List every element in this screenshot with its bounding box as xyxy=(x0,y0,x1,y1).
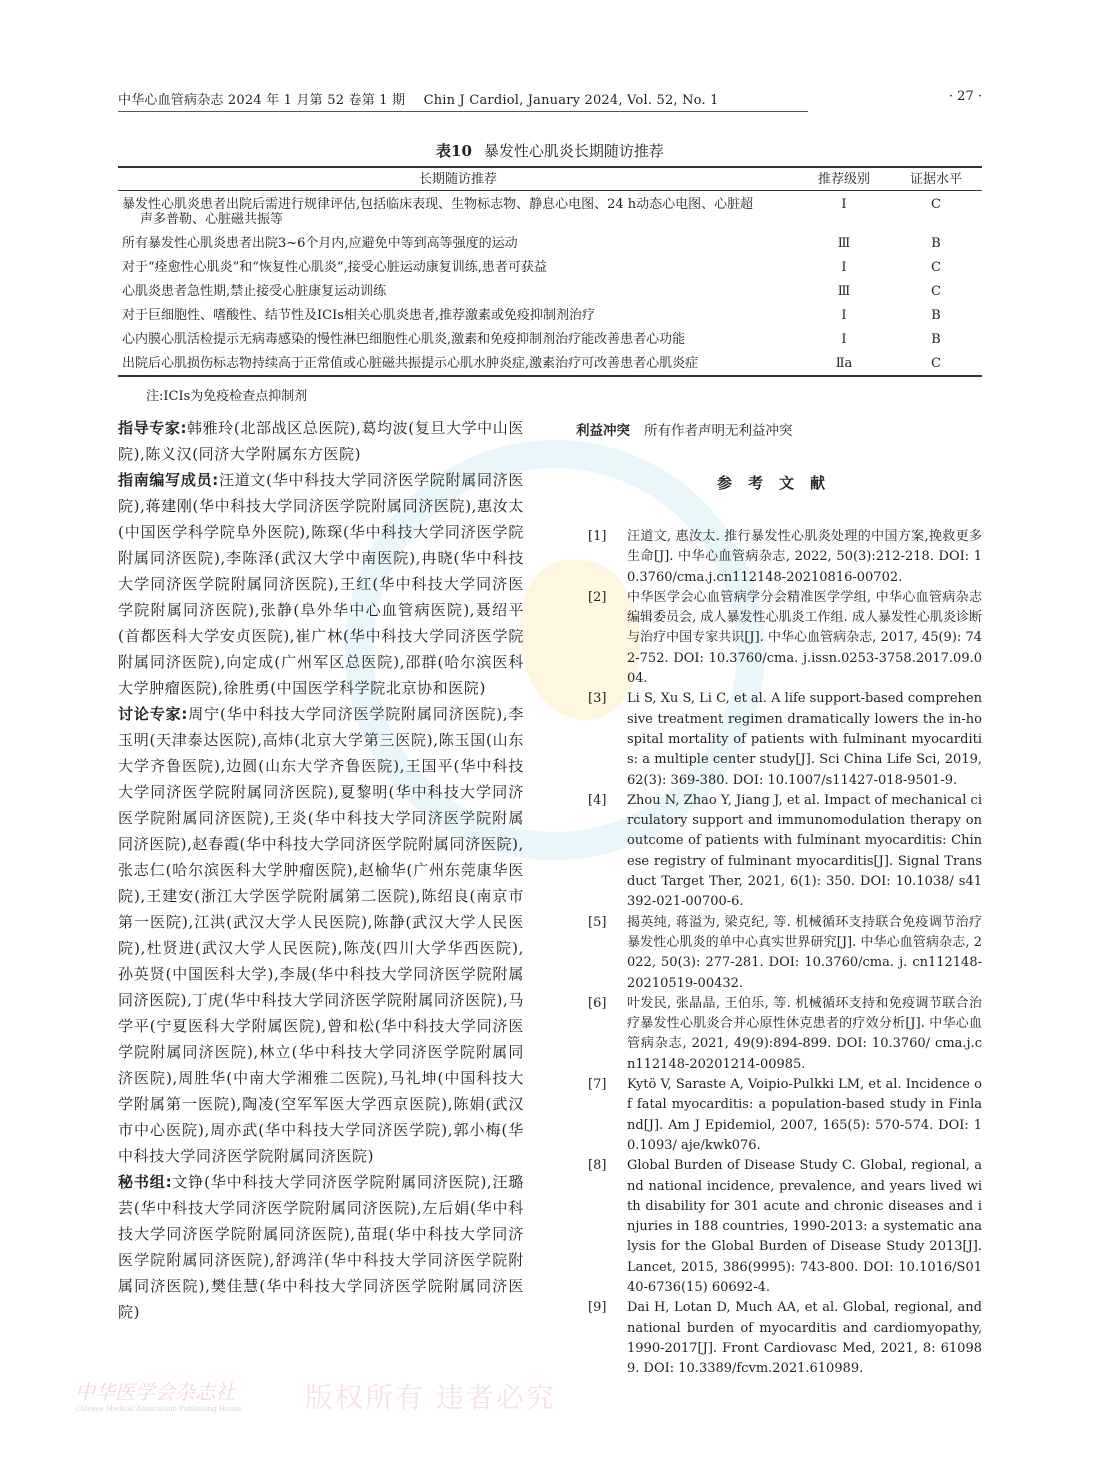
running-header xyxy=(118,89,808,112)
evidence-cell: B xyxy=(931,332,941,347)
journal-name-en: Chin J Cardiol, January 2024, Vol. 52, No. 1 xyxy=(423,93,719,108)
recommendation-cell: 暴发性心肌炎患者出院后需进行规律评估,包括临床表现、生物标志物、静息心电图、24 h动态心电图、心脏超 声多普勒、心脏磁共振等 xyxy=(122,197,754,227)
publisher-logo: 中华医学会杂志社 Chinese Medical Association Publishing House xyxy=(75,1380,242,1413)
group-label: 秘书组: xyxy=(118,1173,173,1191)
contributor-group xyxy=(118,467,524,701)
grade-cell: Ⅲ xyxy=(837,284,851,299)
recommendation-table xyxy=(118,166,982,377)
recommendation-cell: 对于巨细胞性、嗜酸性、结节性及ICIs相关心肌炎患者,推荐激素或免疫抑制剂治疗 xyxy=(122,308,596,323)
reference-text: Kytö V, Saraste A, Voipio-Pulkki LM, et al. Incidence of fatal myocarditis: a population-based study in Finland[J]. Am J Epidemiol, 2007, 165(5): 570-574. DOI: 10.1093/ aje/kwk076. xyxy=(627,1077,982,1153)
reference-text: 揭英纯, 蒋溢为, 梁克纪, 等. 机械循环支持联合免疫调节治疗暴发性心肌炎的单中心真实世界研究[J]. 中华心血管病杂志, 2022, 50(3): 277-281. DOI: 10.3760/cma. j. cn112148-20210519-00432. xyxy=(627,914,982,991)
recommendation-cell: 所有暴发性心肌炎患者出院3~6个月内,应避免中等到高等强度的运动 xyxy=(122,236,518,251)
group-label: 指南编写成员: xyxy=(118,471,219,489)
reference-text: Zhou N, Zhao Y, Jiang J, et al. Impact of mechanical circulatory support and immunomodulation therapy on outcome of patients with fulminant myocarditis: Chinese registry of fulminant myocarditis[J]. Signal Transduct Target Ther, 2021, 6(1): 350. DOI: 10.1038/ s41392-021-00700-6. xyxy=(627,792,982,910)
table-row xyxy=(118,255,982,279)
conflict-of-interest xyxy=(576,419,793,439)
copyright-watermark: 版权所有 违者必究 xyxy=(305,1381,556,1414)
reference-number: [8] xyxy=(588,1158,607,1174)
group-members: 周宁(华中科技大学同济医学院附属同济医院),李玉明(天津泰达医院),高炜(北京大学第三医院),陈玉国(山东大学齐鲁医院),边圆(山东大学齐鲁医院),王国平(华中科技大学同济医学院附属同济医院),夏黎明(华中科技大学同济医学院附属同济医院),王炎(华中科技大学同济医学院附属同济医院),赵春霞(华中科技大学同济医学院附属同济医院),张志仁(哈尔滨医科大学肿瘤医院),赵榆华(广州东莞康华医院),王建安(浙江大学医学院附属第二医院),陈绍良(南京市第一医院),江洪(武汉大学人民医院),陈静(武汉大学人民医院),杜贤进(武汉大学人民医院),陈茂(四川大学华西医院),孙英贤(中国医科大学),李晟(华中科技大学同济医学院附属同济医院),丁虎(华中科技大学同济医学院附属同济医院),马学平(宁夏医科大学附属医院),曾和松(华中科技大学同济医学院附属同济医院),林立(华中科技大学同济医学院附属同济医院),周胜华(中南大学湘雅二医院),马礼坤(中国科技大学附属第一医院),陶凌(空军军医大学西京医院),陈娟(武汉市中心医院),周亦武(华中科技大学同济医学院),郭小梅(华中科技大学同济医学院附属同济医院) xyxy=(118,705,525,1165)
table-row xyxy=(118,191,982,232)
group-label: 指导专家: xyxy=(118,419,188,437)
contributor-group xyxy=(118,1169,524,1325)
reference-number: [3] xyxy=(588,691,607,707)
evidence-cell: C xyxy=(931,260,941,275)
table-label: 表10 xyxy=(436,142,472,160)
reference-text: 叶发民, 张晶晶, 王伯乐, 等. 机械循环支持和免疫调节联合治疗暴发性心肌炎合并心原性休克患者的疗效分析[J]. 中华心血管病杂志, 2021, 49(9):894-899. DOI: 10.3760/ cma.j.cn112148-20201214-00985. xyxy=(627,995,982,1072)
group-members: 韩雅玲(北部战区总医院),葛均波(复旦大学中山医院),陈义汉(同济大学附属东方医院) xyxy=(118,419,524,463)
reference-item xyxy=(588,1156,982,1298)
column-header: 证据水平 xyxy=(909,172,962,187)
reference-text: 汪道文, 惠汝太. 推行暴发性心肌炎处理的中国方案,挽救更多生命[J]. 中华心血管病杂志, 2022, 50(3):212-218. DOI: 10.3760/cma.j.cn112148-20210816-00702. xyxy=(627,529,982,585)
recommendation-cell: 出院后心肌损伤标志物持续高于正常值或心脏磁共振提示心肌水肿炎症,激素治疗可改善患者心肌炎症 xyxy=(122,356,699,371)
grade-cell: Ⅰ xyxy=(841,197,847,212)
recommendation-cell: 心肌炎患者急性期,禁止接受心脏康复运动训练 xyxy=(122,284,387,299)
reference-number: [2] xyxy=(588,589,607,605)
contributors-section xyxy=(118,415,524,1325)
table-header-row xyxy=(118,167,982,191)
evidence-cell: B xyxy=(931,308,941,323)
reference-item xyxy=(588,994,982,1075)
conflict-text: 所有作者声明无利益冲突 xyxy=(644,423,793,439)
reference-text: Dai H, Lotan D, Much AA, et al. Global, regional, and national burden of myocarditis and cardiomyopathy, 1990-2017[J]. Front Cardiovasc Med, 2021, 8: 610989. DOI: 10.3389/fcvm.2021.610989. xyxy=(627,1300,982,1377)
reference-item xyxy=(588,588,982,689)
grade-cell: Ⅰ xyxy=(841,332,847,347)
grade-cell: Ⅱa xyxy=(835,356,853,371)
reference-number: [5] xyxy=(588,914,607,930)
contributor-group xyxy=(118,701,524,1169)
reference-item xyxy=(588,791,982,913)
table-row xyxy=(118,303,982,327)
reference-number: [9] xyxy=(588,1300,607,1316)
reference-item xyxy=(588,1298,982,1379)
reference-number: [7] xyxy=(588,1077,607,1093)
conflict-label: 利益冲突 xyxy=(576,423,630,439)
reference-number: [1] xyxy=(588,529,607,544)
reference-item xyxy=(588,1075,982,1156)
page-number: · 27 · xyxy=(948,89,982,104)
evidence-cell: B xyxy=(931,236,941,251)
table-title: 暴发性心肌炎长期随访推荐 xyxy=(483,142,664,160)
reference-list xyxy=(588,527,982,1379)
contributor-group xyxy=(118,415,524,467)
references-heading: 参考文献 xyxy=(716,474,841,492)
journal-name-cn: 中华心血管病杂志 2024 年 1 月第 52 卷第 1 期 xyxy=(118,93,406,108)
evidence-cell: C xyxy=(931,284,941,299)
table-row xyxy=(118,231,982,255)
reference-number: [6] xyxy=(588,995,607,1011)
table-caption xyxy=(0,140,1100,161)
recommendation-cell: 心内膜心肌活检提示无病毒感染的慢性淋巴细胞性心肌炎,激素和免疫抑制剂治疗能改善患者心功能 xyxy=(122,332,686,347)
recommendation-cell: 对于“痊愈性心肌炎”和“恢复性心肌炎”,接受心脏运动康复训练,患者可获益 xyxy=(122,260,547,275)
grade-cell: Ⅰ xyxy=(841,260,847,275)
evidence-cell: C xyxy=(931,356,941,371)
table-row xyxy=(118,351,982,376)
table-row xyxy=(118,279,982,303)
reference-item xyxy=(588,689,982,790)
reference-number: [4] xyxy=(588,792,607,808)
group-members: 文铮(华中科技大学同济医学院附属同济医院),汪璐芸(华中科技大学同济医学院附属同济医院),左后娟(华中科技大学同济医学院附属同济医院),苗琨(华中科技大学同济医学院附属同济医院),舒鸿洋(华中科技大学同济医学院附属同济医院),樊佳慧(华中科技大学同济医学院附属同济医院) xyxy=(118,1173,525,1321)
grade-cell: Ⅲ xyxy=(837,236,851,251)
reference-text: Li S, Xu S, Li C, et al. A life support-based comprehensive treatment regimen dramatically lowers the in-hospital mortality of patients with fulminant myocarditis: a multiple center study[J]. Sci China Life Sci, 2019, 62(3): 369-380. DOI: 10.1007/s11427-018-9501-9. xyxy=(627,691,982,788)
group-label: 讨论专家: xyxy=(118,705,189,723)
group-members: 汪道文(华中科技大学同济医学院附属同济医院),蒋建刚(华中科技大学同济医学院附属同济医院),惠汝太(中国医学科学院阜外医院),陈琛(华中科技大学同济医学院附属同济医院),李陈泽(武汉大学中南医院),冉晓(华中科技大学同济医学院附属同济医院),王红(华中科技大学同济医学院附属同济医院),张静(阜外华中心血管病医院),聂绍平(首都医科大学安贞医院),崔广林(华中科技大学同济医学院附属同济医院),向定成(广州军区总医院),邵群(哈尔滨医科大学肿瘤医院),徐胜勇(中国医学科学院北京协和医院) xyxy=(118,471,525,697)
grade-cell: Ⅰ xyxy=(841,308,847,323)
table-row xyxy=(118,327,982,351)
evidence-cell: C xyxy=(931,197,941,212)
table-note: 注:ICIs为免疫检查点抑制剂 xyxy=(146,389,308,404)
column-header: 长期随访推荐 xyxy=(418,172,497,187)
reference-text: 中华医学会心血管病学分会精准医学学组, 中华心血管病杂志编辑委员会, 成人暴发性心肌炎工作组. 成人暴发性心肌炎诊断与治疗中国专家共识[J]. 中华心血管病杂志, 2017, 45(9): 742-752. DOI: 10.3760/cma. j.issn.0253-3758.2017.09.004. xyxy=(627,589,982,687)
reference-text: Global Burden of Disease Study C. Global, regional, and national incidence, prevalence, and years lived with disability for 301 acute and chronic diseases and injuries in 188 countries, 1990-2013: a systematic analysis for the Global Burden of Disease Study 2013[J]. Lancet, 2015, 386(9995): 743-800. DOI: 10.1016/S0140-6736(15) 60692-4. xyxy=(627,1158,982,1295)
reference-item xyxy=(588,913,982,994)
reference-item xyxy=(588,527,982,588)
column-header: 推荐级别 xyxy=(817,172,870,187)
